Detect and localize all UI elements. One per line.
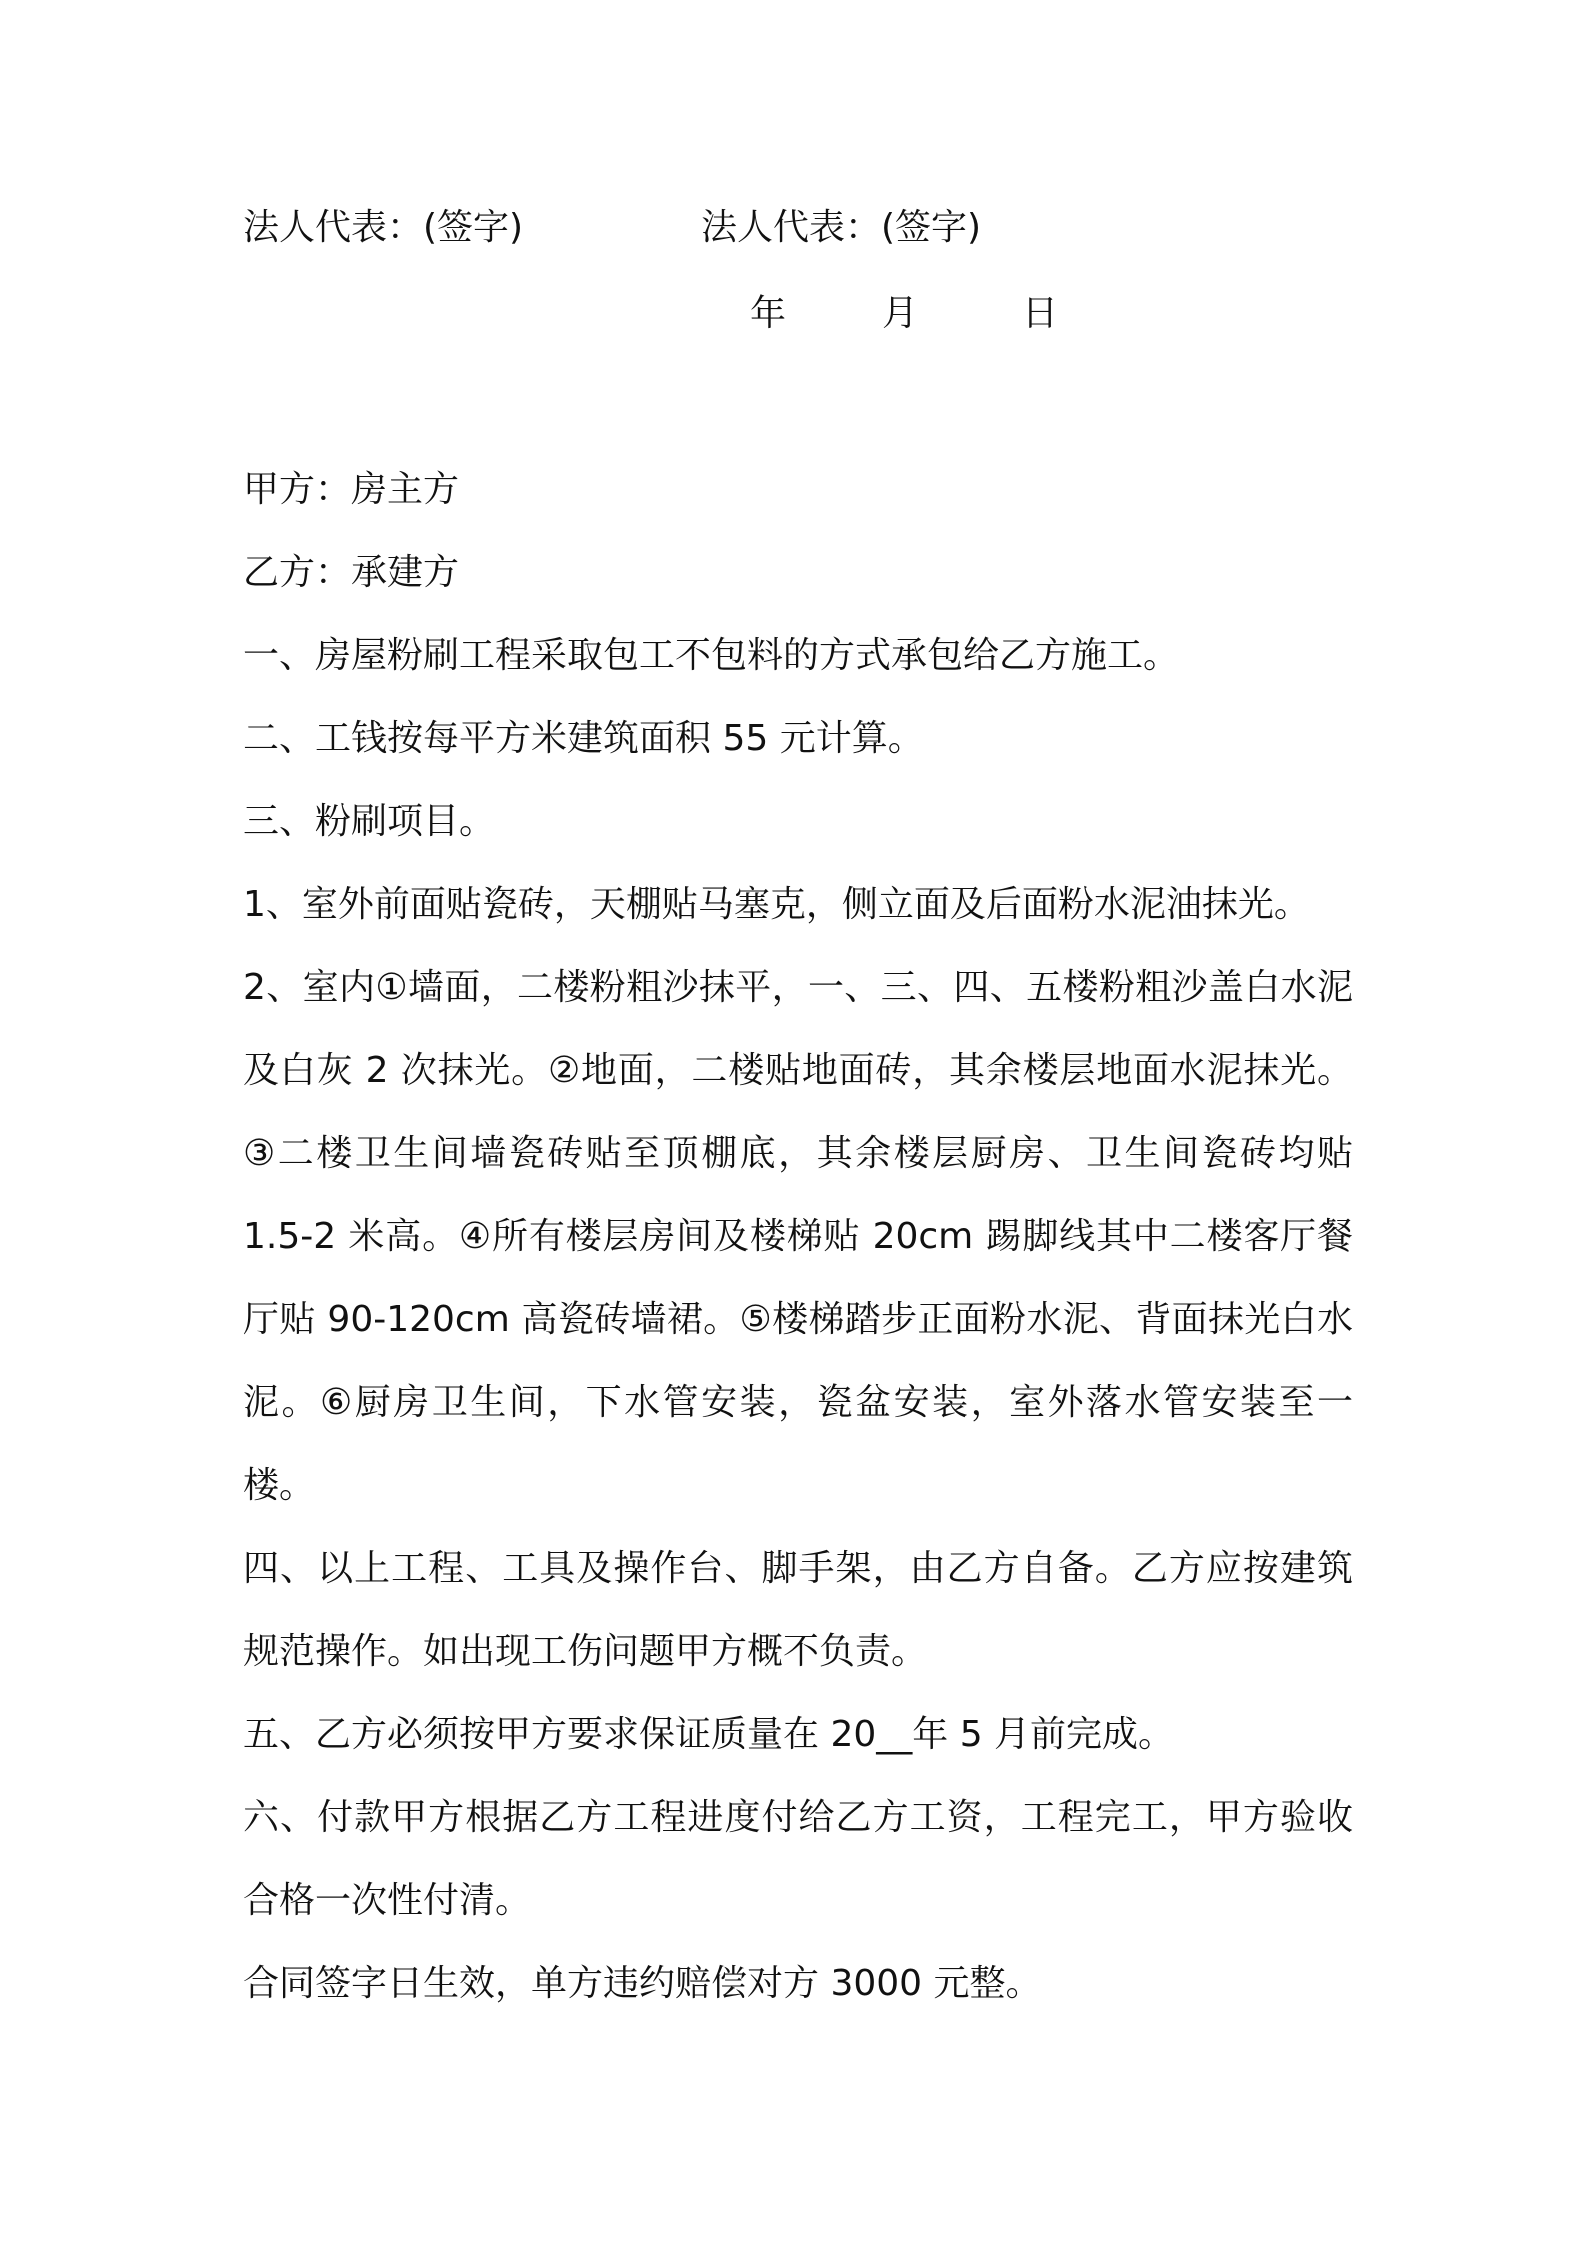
clause-6: 六、付款甲方根据乙方工程进度付给乙方工资，工程完工，甲方验收合格一次性付清。 [243, 1797, 1353, 1921]
signature-row [243, 198, 1353, 258]
date-month-label: 月 [882, 293, 919, 334]
clause-3: 三、粉刷项目。 [243, 801, 496, 842]
clause-1: 一、房屋粉刷工程采取包工不包料的方式承包给乙方施工。 [243, 635, 1180, 676]
clause-4: 四、以上工程、工具及操作台、脚手架，由乙方自备。乙方应按建筑规范操作。如出现工伤问题甲方概不负责。 [243, 1548, 1353, 1672]
clause-2: 二、工钱按每平方米建筑面积 55 元计算。 [243, 718, 924, 759]
clause-3-item-2: 2、室内①墙面，二楼粉粗沙抹平，一、三、四、五楼粉粗沙盖白水泥及白灰 2 次抹光。②地面，二楼贴地面砖，其余楼层地面水泥抹光。③二楼卫生间墙瓷砖贴至顶棚底，其余楼层厨房、卫生间瓷砖均贴 1.5-2 米高。④所有楼层房间及楼梯贴 20cm 踢脚线其中二楼客厅餐厅贴 90-120cm 高瓷砖墙裙。⑤楼梯踏步正面粉水泥、背面抹光白水泥。⑥厨房卫生间，下水管安装，瓷盆安装，室外落水管安装至一楼。 [243, 967, 1353, 1506]
final-clause: 合同签字日生效，单方违约赔偿对方 3000 元整。 [243, 1963, 1042, 2004]
clause-5: 五、乙方必须按甲方要求保证质量在 20__年 5 月前完成。 [243, 1714, 1175, 1755]
contract-body [243, 448, 1353, 2025]
party-b-line: 乙方：承建方 [243, 552, 460, 593]
date-row [750, 284, 1058, 344]
signature-right-label: 法人代表：(签字) [701, 207, 982, 248]
signature-left-label: 法人代表：(签字) [243, 207, 524, 248]
party-a-line: 甲方：房主方 [243, 469, 460, 510]
clause-3-item-1: 1、室外前面贴瓷砖，天棚贴马塞克，侧立面及后面粉水泥油抹光。 [243, 884, 1310, 925]
date-day-label: 日 [1022, 293, 1059, 334]
date-year-label: 年 [750, 293, 787, 334]
